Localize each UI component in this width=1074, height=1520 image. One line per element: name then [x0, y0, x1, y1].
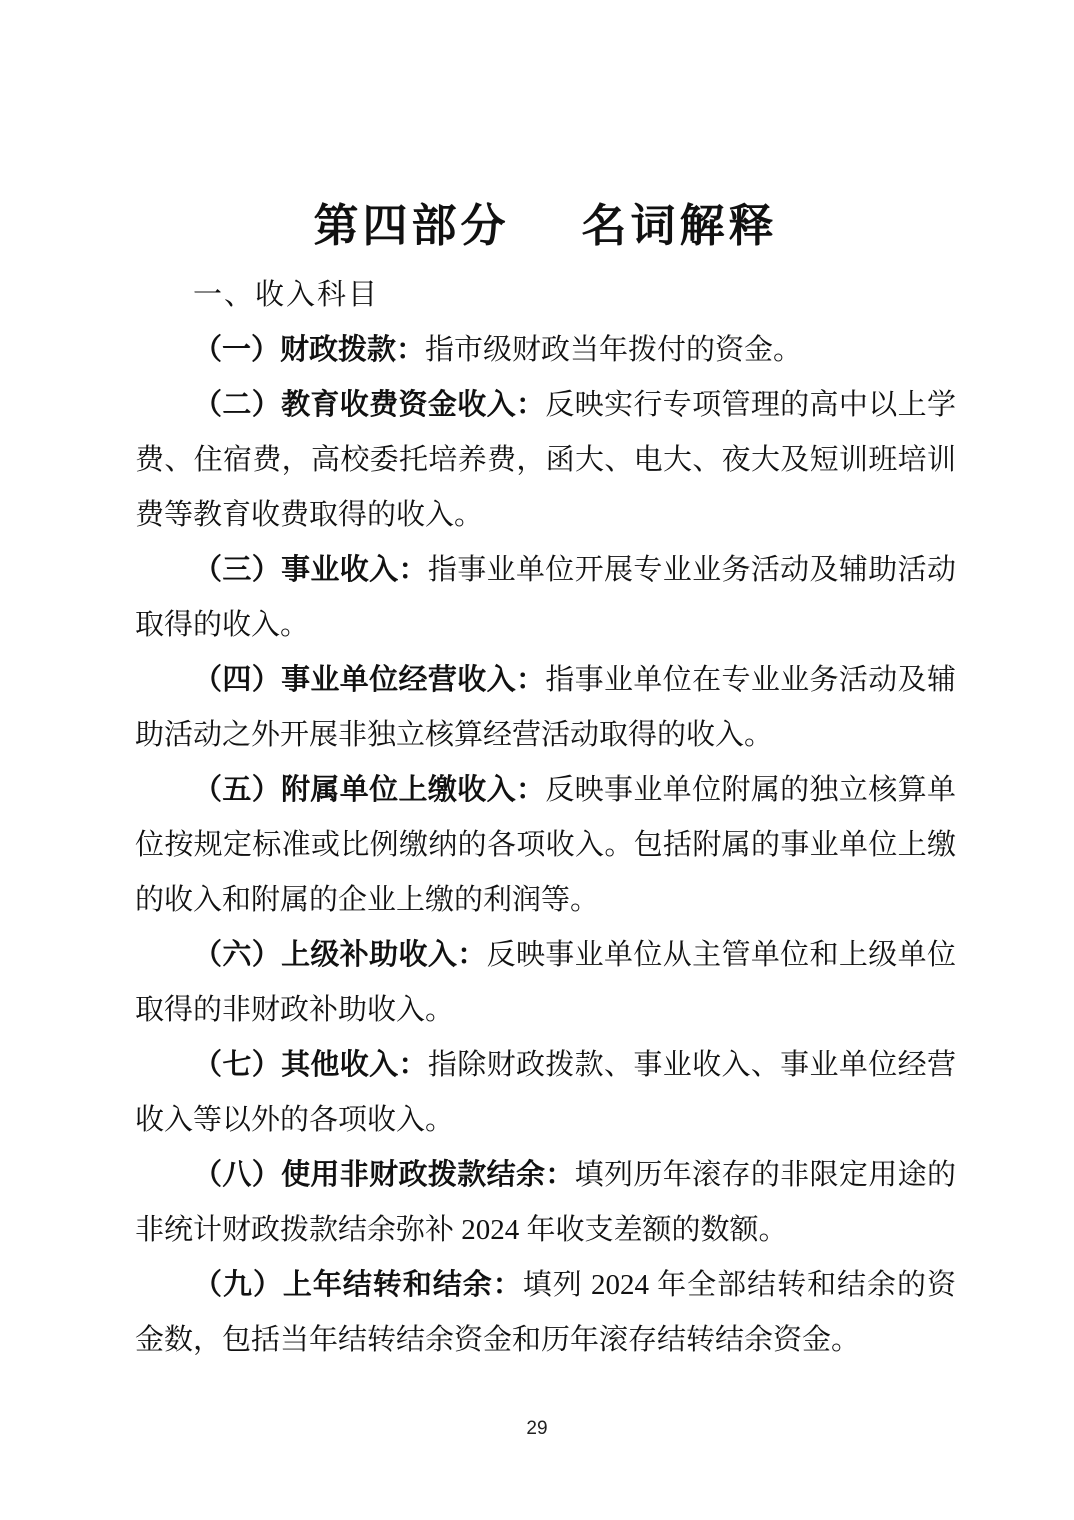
definition-item: [135, 1038, 956, 1148]
definition-text: 填列 2024 年全部结转和结余的资金数，包括当年结转结余资金和历年滚存结转结余资金。: [135, 1269, 956, 1356]
definition-term: （七）其他收入：: [193, 1049, 428, 1081]
definition-term: （五）附属单位上缴收入：: [193, 774, 546, 806]
page-number: 29: [526, 1418, 548, 1439]
definition-item: [135, 653, 956, 763]
definition-item: [135, 543, 956, 653]
definition-item: [135, 1258, 956, 1368]
definition-item: [135, 378, 956, 543]
definition-text: 反映事业单位附属的独立核算单位按规定标准或比例缴纳的各项收入。包括附属的事业单位上缴的收入和附属的企业上缴的利润等。: [135, 774, 956, 916]
definition-term: （三）事业收入：: [193, 554, 428, 586]
definition-item: [135, 928, 956, 1038]
definition-term: （九）上年结转和结余：: [193, 1269, 523, 1301]
definition-text: 反映事业单位从主管单位和上级单位取得的非财政补助收入。: [135, 939, 956, 1026]
definition-term: （二）教育收费资金收入：: [193, 389, 546, 421]
definition-item: [135, 1148, 956, 1258]
page-title-part2: 名词解释: [581, 201, 778, 251]
document-content: [135, 0, 956, 1368]
section-heading: 一、收入科目: [193, 279, 380, 311]
page-title: [135, 196, 956, 256]
definition-text: 指事业单位在专业业务活动及辅助活动之外开展非独立核算经营活动取得的收入。: [135, 664, 956, 751]
definition-text: 指事业单位开展专业业务活动及辅助活动取得的收入。: [135, 554, 956, 641]
definition-item: [135, 763, 956, 928]
definition-term: （六）上级补助收入：: [193, 939, 487, 971]
definition-text: 指市级财政当年拨付的资金。: [425, 334, 803, 366]
page-title-part1: 第四部分: [313, 201, 510, 251]
definition-term: （四）事业单位经营收入：: [193, 664, 546, 696]
definition-text: 填列历年滚存的非限定用途的非统计财政拨款结余弥补 2024 年收支差额的数额。: [135, 1159, 956, 1246]
definition-text: 反映实行专项管理的高中以上学费、住宿费，高校委托培养费，函大、电大、夜大及短训班培训费等教育收费取得的收入。: [135, 389, 956, 531]
definition-item: [135, 323, 956, 378]
definition-term: （一）财政拨款：: [193, 334, 426, 366]
definition-term: （八）使用非财政拨款结余：: [193, 1159, 575, 1191]
definition-text: 指除财政拨款、事业收入、事业单位经营收入等以外的各项收入。: [135, 1049, 956, 1136]
